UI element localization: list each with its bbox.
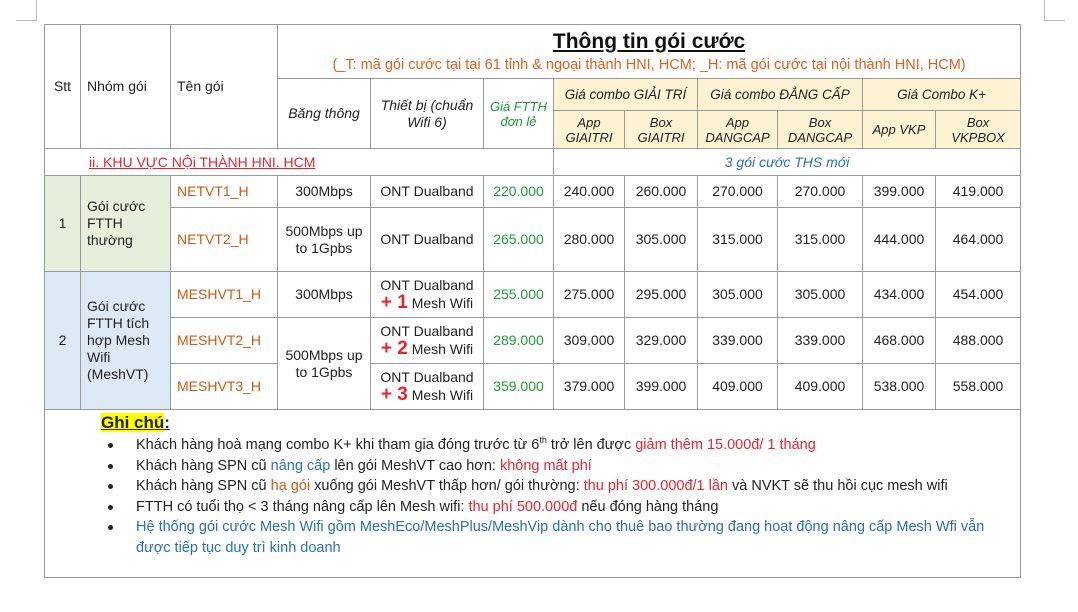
notes-list — [45, 435, 1020, 558]
ftth-price: 220.000 — [484, 176, 554, 208]
crop-mark-top-left — [16, 0, 37, 21]
price-app-giaitri: 240.000 — [554, 176, 625, 208]
device: ONT Dualband — [380, 369, 474, 385]
package-code: NETVT1_H — [171, 176, 278, 208]
group-name: Gói cước FTTH thường — [81, 176, 171, 272]
device-cell — [371, 364, 484, 410]
header-combo-giai-tri: Giá combo GIẢI TRÍ — [554, 79, 698, 111]
header-thiet-bi: Thiết bị (chuẩn Wifi 6) — [371, 79, 484, 149]
price-box-dangcap: 409.000 — [778, 364, 863, 410]
ftth-price: 265.000 — [484, 208, 554, 272]
header-app-dangcap: App DANGCAP — [698, 111, 778, 149]
section-title: ii. KHU VỰC NỘi THÀNH HNI. HCM — [45, 149, 554, 176]
price-app-giaitri: 275.000 — [554, 272, 625, 318]
notes-cell — [45, 410, 1021, 578]
mesh-label: Mesh Wifi — [411, 387, 474, 403]
group-name: Gói cước FTTH tích hợp Mesh Wifi (MeshVT) — [81, 272, 171, 410]
package-code: NETVT2_H — [171, 208, 278, 272]
note-item: Hệ thống gói cước Mesh Wifi gồm MeshEco/MeshPlus/MeshVip dành cho thuê bao thường đang hoạt động nâng cấp Mesh Wfi vẫn được tiếp tục duy trì kinh doanh — [136, 517, 1020, 558]
header-app-giaitri: App GIAITRI — [554, 111, 625, 149]
price-app-dangcap: 270.000 — [698, 176, 778, 208]
mesh-label: Mesh Wifi — [411, 295, 474, 311]
price-app-vkp: 444.000 — [863, 208, 936, 272]
mesh-count: + 3 — [380, 384, 408, 405]
price-app-vkp: 434.000 — [863, 272, 936, 318]
title-cell — [278, 25, 1021, 79]
price-box-dangcap: 315.000 — [778, 208, 863, 272]
bandwidth: 500Mbps up to 1Gpbs — [278, 318, 371, 410]
note-item: Khách hàng SPN cũ nâng cấp lên gói MeshVT cao hơn: không mất phí — [136, 456, 1020, 477]
mesh-count: + 1 — [380, 292, 408, 313]
device-cell — [371, 318, 484, 364]
device: ONT Dualband — [380, 323, 474, 339]
device-cell — [371, 272, 484, 318]
price-box-giaitri: 305.000 — [625, 208, 698, 272]
price-app-giaitri: 379.000 — [554, 364, 625, 410]
header-box-dangcap: Box DANGCAP — [778, 111, 863, 149]
price-box-dangcap: 339.000 — [778, 318, 863, 364]
price-app-vkp: 468.000 — [863, 318, 936, 364]
note-item: Khách hàng hoà mạng combo K+ khi tham gia đóng trước từ 6th trở lên được giảm thêm 15.000đ/ 1 tháng — [136, 435, 1020, 456]
price-box-giaitri: 399.000 — [625, 364, 698, 410]
price-table — [44, 24, 1021, 578]
header-bang-thong: Băng thông — [278, 79, 371, 149]
package-code: MESHVT3_H — [171, 364, 278, 410]
header-ten-goi: Tên gói — [171, 25, 278, 149]
mesh-label: Mesh Wifi — [411, 341, 474, 357]
header-gia-ftth: Giá FTTH đơn lẻ — [484, 79, 554, 149]
bandwidth: 500Mbps up to 1Gpbs — [278, 208, 371, 272]
bandwidth: 300Mbps — [278, 176, 371, 208]
note-item: Khách hàng SPN cũ hạ gói xuống gói MeshVT thấp hơn/ gói thường: thu phí 300.000đ/1 lần và NVKT sẽ thu hồi cục mesh wifi — [136, 476, 1020, 497]
header-stt: Stt — [45, 25, 81, 149]
header-nhom-goi: Nhóm gói — [81, 25, 171, 149]
crop-mark-top-right — [1044, 0, 1065, 21]
group-stt: 2 — [45, 272, 81, 410]
price-box-dangcap: 270.000 — [778, 176, 863, 208]
price-box-vkpbox: 419.000 — [936, 176, 1021, 208]
package-code: MESHVT1_H — [171, 272, 278, 318]
price-app-vkp: 399.000 — [863, 176, 936, 208]
header-box-giaitri: Box GIAITRI — [625, 111, 698, 149]
price-box-vkpbox: 454.000 — [936, 272, 1021, 318]
price-app-giaitri: 309.000 — [554, 318, 625, 364]
device: ONT Dualband — [371, 176, 484, 208]
bandwidth: 300Mbps — [278, 272, 371, 318]
device: ONT Dualband — [371, 208, 484, 272]
header-box-vkpbox: Box VKPBOX — [936, 111, 1021, 149]
price-app-vkp: 538.000 — [863, 364, 936, 410]
package-code: MESHVT2_H — [171, 318, 278, 364]
header-combo-kplus: Giá Combo K+ — [863, 79, 1021, 111]
note-item: FTTH có tuổi thọ < 3 tháng nâng cấp lên Mesh wifi: thu phí 500.000đ nếu đóng hàng tháng — [136, 497, 1020, 518]
header-combo-dang-cap: Giá combo ĐẲNG CẤP — [698, 79, 863, 111]
price-box-dangcap: 305.000 — [778, 272, 863, 318]
notes-title: Ghi chú: — [101, 413, 170, 432]
ftth-price: 255.000 — [484, 272, 554, 318]
price-box-vkpbox: 464.000 — [936, 208, 1021, 272]
price-box-giaitri: 260.000 — [625, 176, 698, 208]
price-app-dangcap: 305.000 — [698, 272, 778, 318]
ftth-price: 359.000 — [484, 364, 554, 410]
price-box-vkpbox: 558.000 — [936, 364, 1021, 410]
device: ONT Dualband — [380, 277, 474, 293]
mesh-count: + 2 — [380, 338, 408, 359]
price-app-dangcap: 409.000 — [698, 364, 778, 410]
price-app-dangcap: 315.000 — [698, 208, 778, 272]
price-box-giaitri: 295.000 — [625, 272, 698, 318]
ths-note: 3 gói cước THS mới — [554, 149, 1021, 176]
price-box-vkpbox: 488.000 — [936, 318, 1021, 364]
header-app-vkp: App VKP — [863, 111, 936, 149]
page-subtitle: (_T: mã gói cước tại tại 61 tỉnh & ngoại thành HNI, HCM; _H: mã gói cước tại nội thành HNI, HCM) — [332, 56, 966, 73]
ftth-price: 289.000 — [484, 318, 554, 364]
price-app-giaitri: 280.000 — [554, 208, 625, 272]
page-title: Thông tin gói cước — [552, 29, 746, 53]
price-box-giaitri: 329.000 — [625, 318, 698, 364]
price-app-dangcap: 339.000 — [698, 318, 778, 364]
group-stt: 1 — [45, 176, 81, 272]
